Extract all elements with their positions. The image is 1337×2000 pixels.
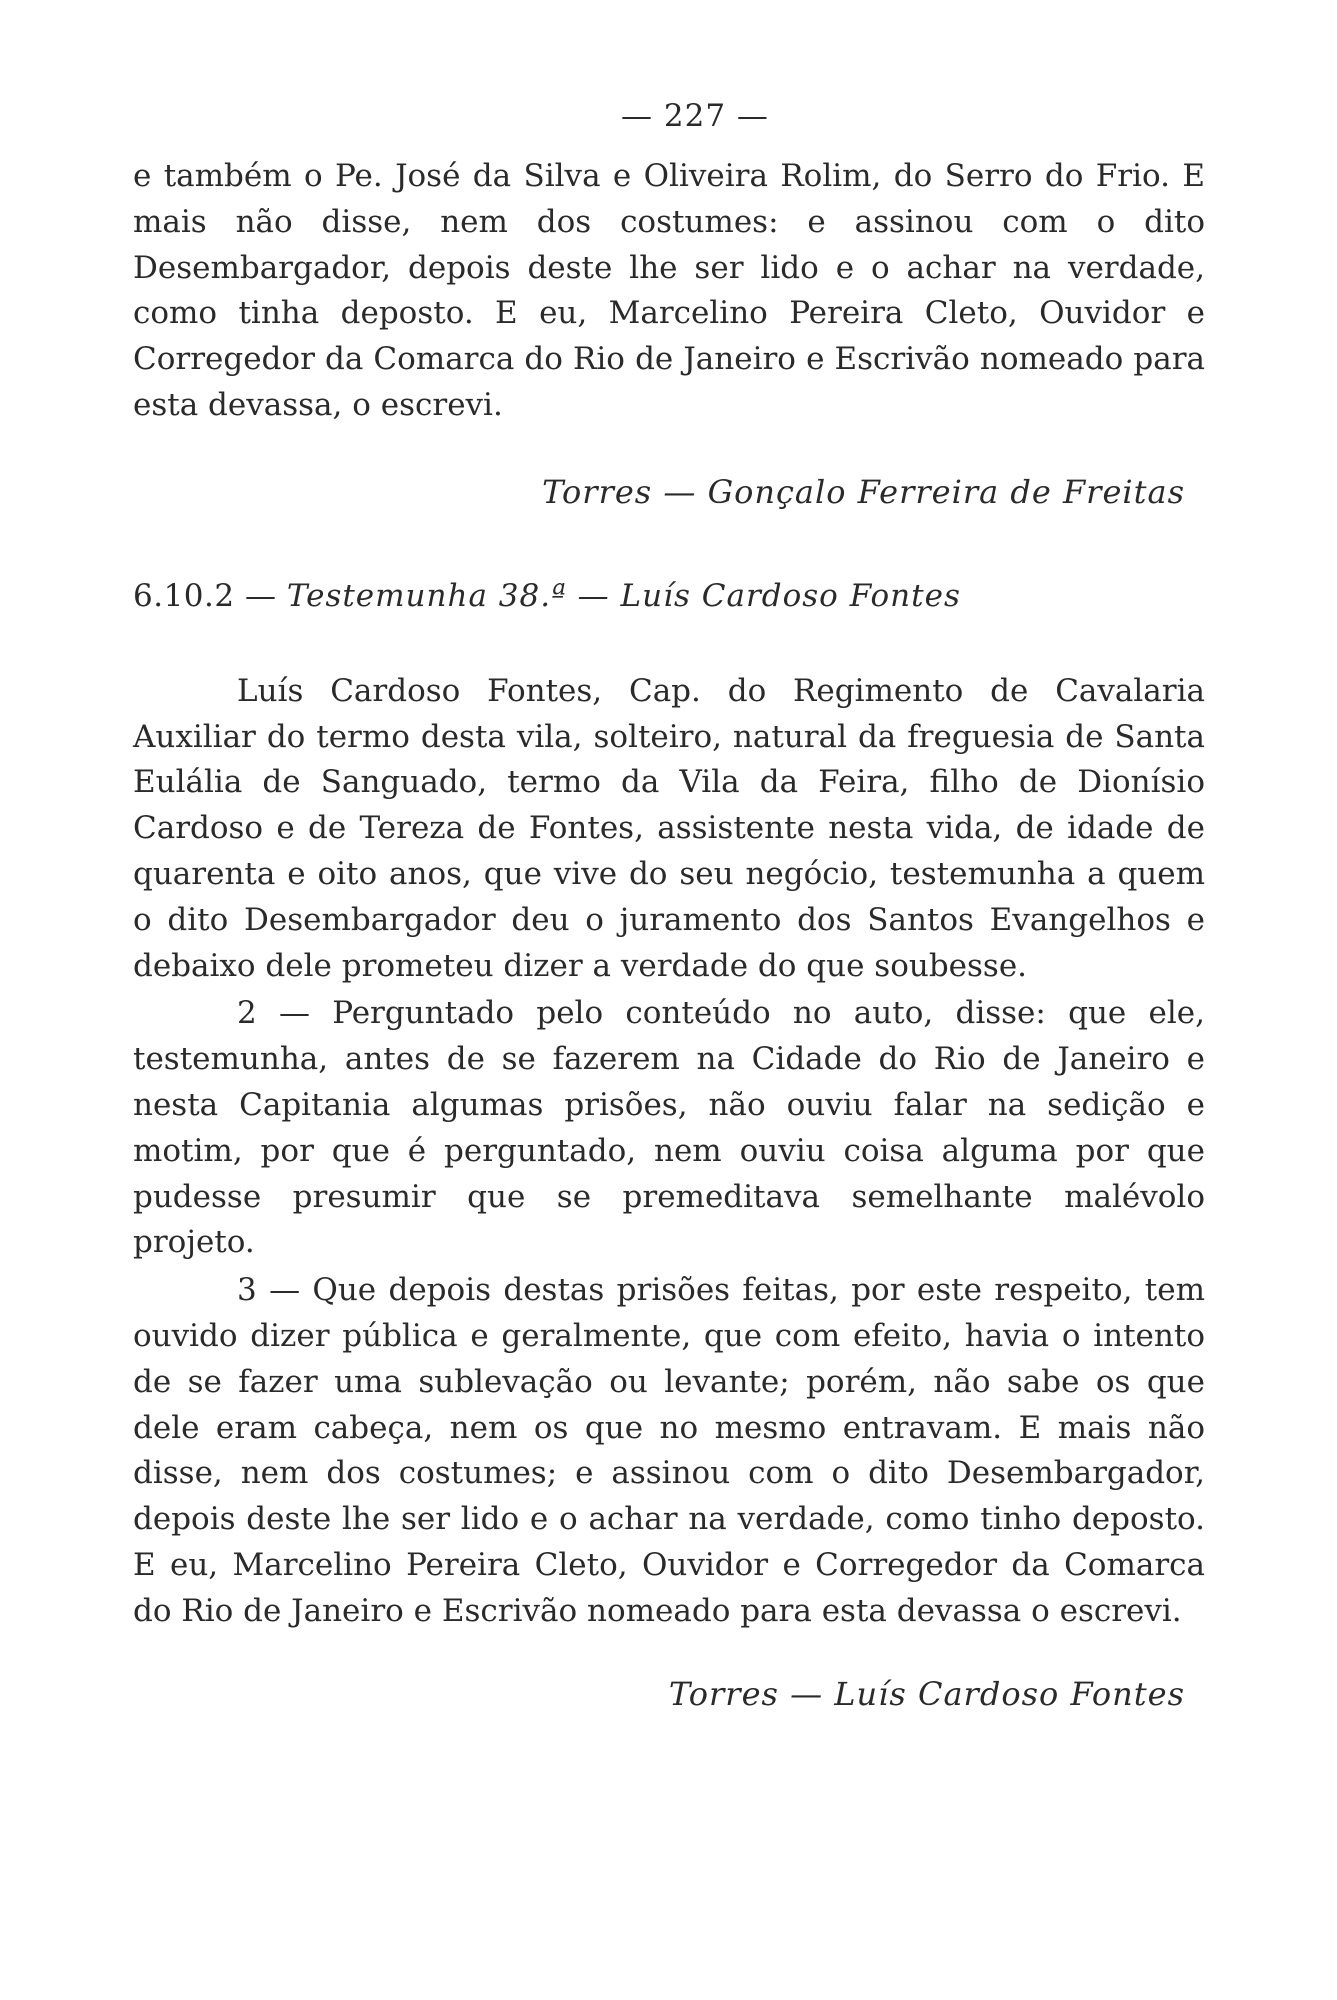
signature-line-2: Torres — Luís Cardoso Fontes <box>668 1674 1185 1713</box>
section-heading <box>133 573 1205 619</box>
signature-line-1: Torres — Gonçalo Ferreira de Freitas <box>542 472 1185 511</box>
paragraph-continuation: e também o Pe. José da Silva e Oliveira Rolim, do Serro do Frio. E mais não disse, nem dos costumes: e assinou com o dito Desembargador, depois deste lhe ser lido e o achar na verdade, como tinha deposto. E eu, Marcelino Pereira Cleto, Ouvidor e Corregedor da Comarca do Rio de Janeiro e Escrivão nomeado para esta devassa, o escrevi. <box>133 158 1205 423</box>
paragraph-item-3: 3 — Que depois destas prisões feitas, por este respeito, tem ouvido dizer pública e geralmente, que com efeito, havia o intento de se fazer uma sublevação ou levante; porém, não sabe os que dele eram cabeça, nem os que no mesmo entravam. E mais não disse, nem dos costumes; e assinou com o dito Desembargador, depois deste lhe ser lido e o achar na verdade, como tinho deposto. E eu, Marcelino Pereira Cleto, Ouvidor e Corregedor da Comarca do Rio de Janeiro e Escrivão nomeado para esta devassa o escrevi. <box>133 1272 1205 1629</box>
paragraph-witness-intro: Luís Cardoso Fontes, Cap. do Regimento de Cavalaria Auxiliar do termo desta vila, solteiro, natural da freguesia de Santa Eulália de Sanguado, termo da Vila da Feira, filho de Dionísio Cardoso e de Tereza de Fontes, assistente nesta vida, de idade de quarenta e oito anos, que vive do seu negócio, testemunha a quem o dito Desembargador deu o juramento dos Santos Evangelhos e debaixo dele prometeu dizer a verdade do que soubesse. <box>133 672 1205 984</box>
section-number: 6.10.2 — <box>133 577 277 614</box>
page-number: — 227 — <box>621 98 769 134</box>
document-page <box>133 88 1205 1717</box>
paragraph-item-2: 2 — Perguntado pelo conteúdo no auto, disse: que ele, testemunha, antes de se fazerem na Cidade do Rio de Janeiro e nesta Capitania algumas prisões, não ouviu falar na sedição e motim, por que é perguntado, nem ouviu coisa alguma por que pudesse presumir que se premeditava semelhante malévolo projeto. <box>133 995 1205 1261</box>
section-title: Testemunha 38.ª — Luís Cardoso Fontes <box>286 577 961 614</box>
